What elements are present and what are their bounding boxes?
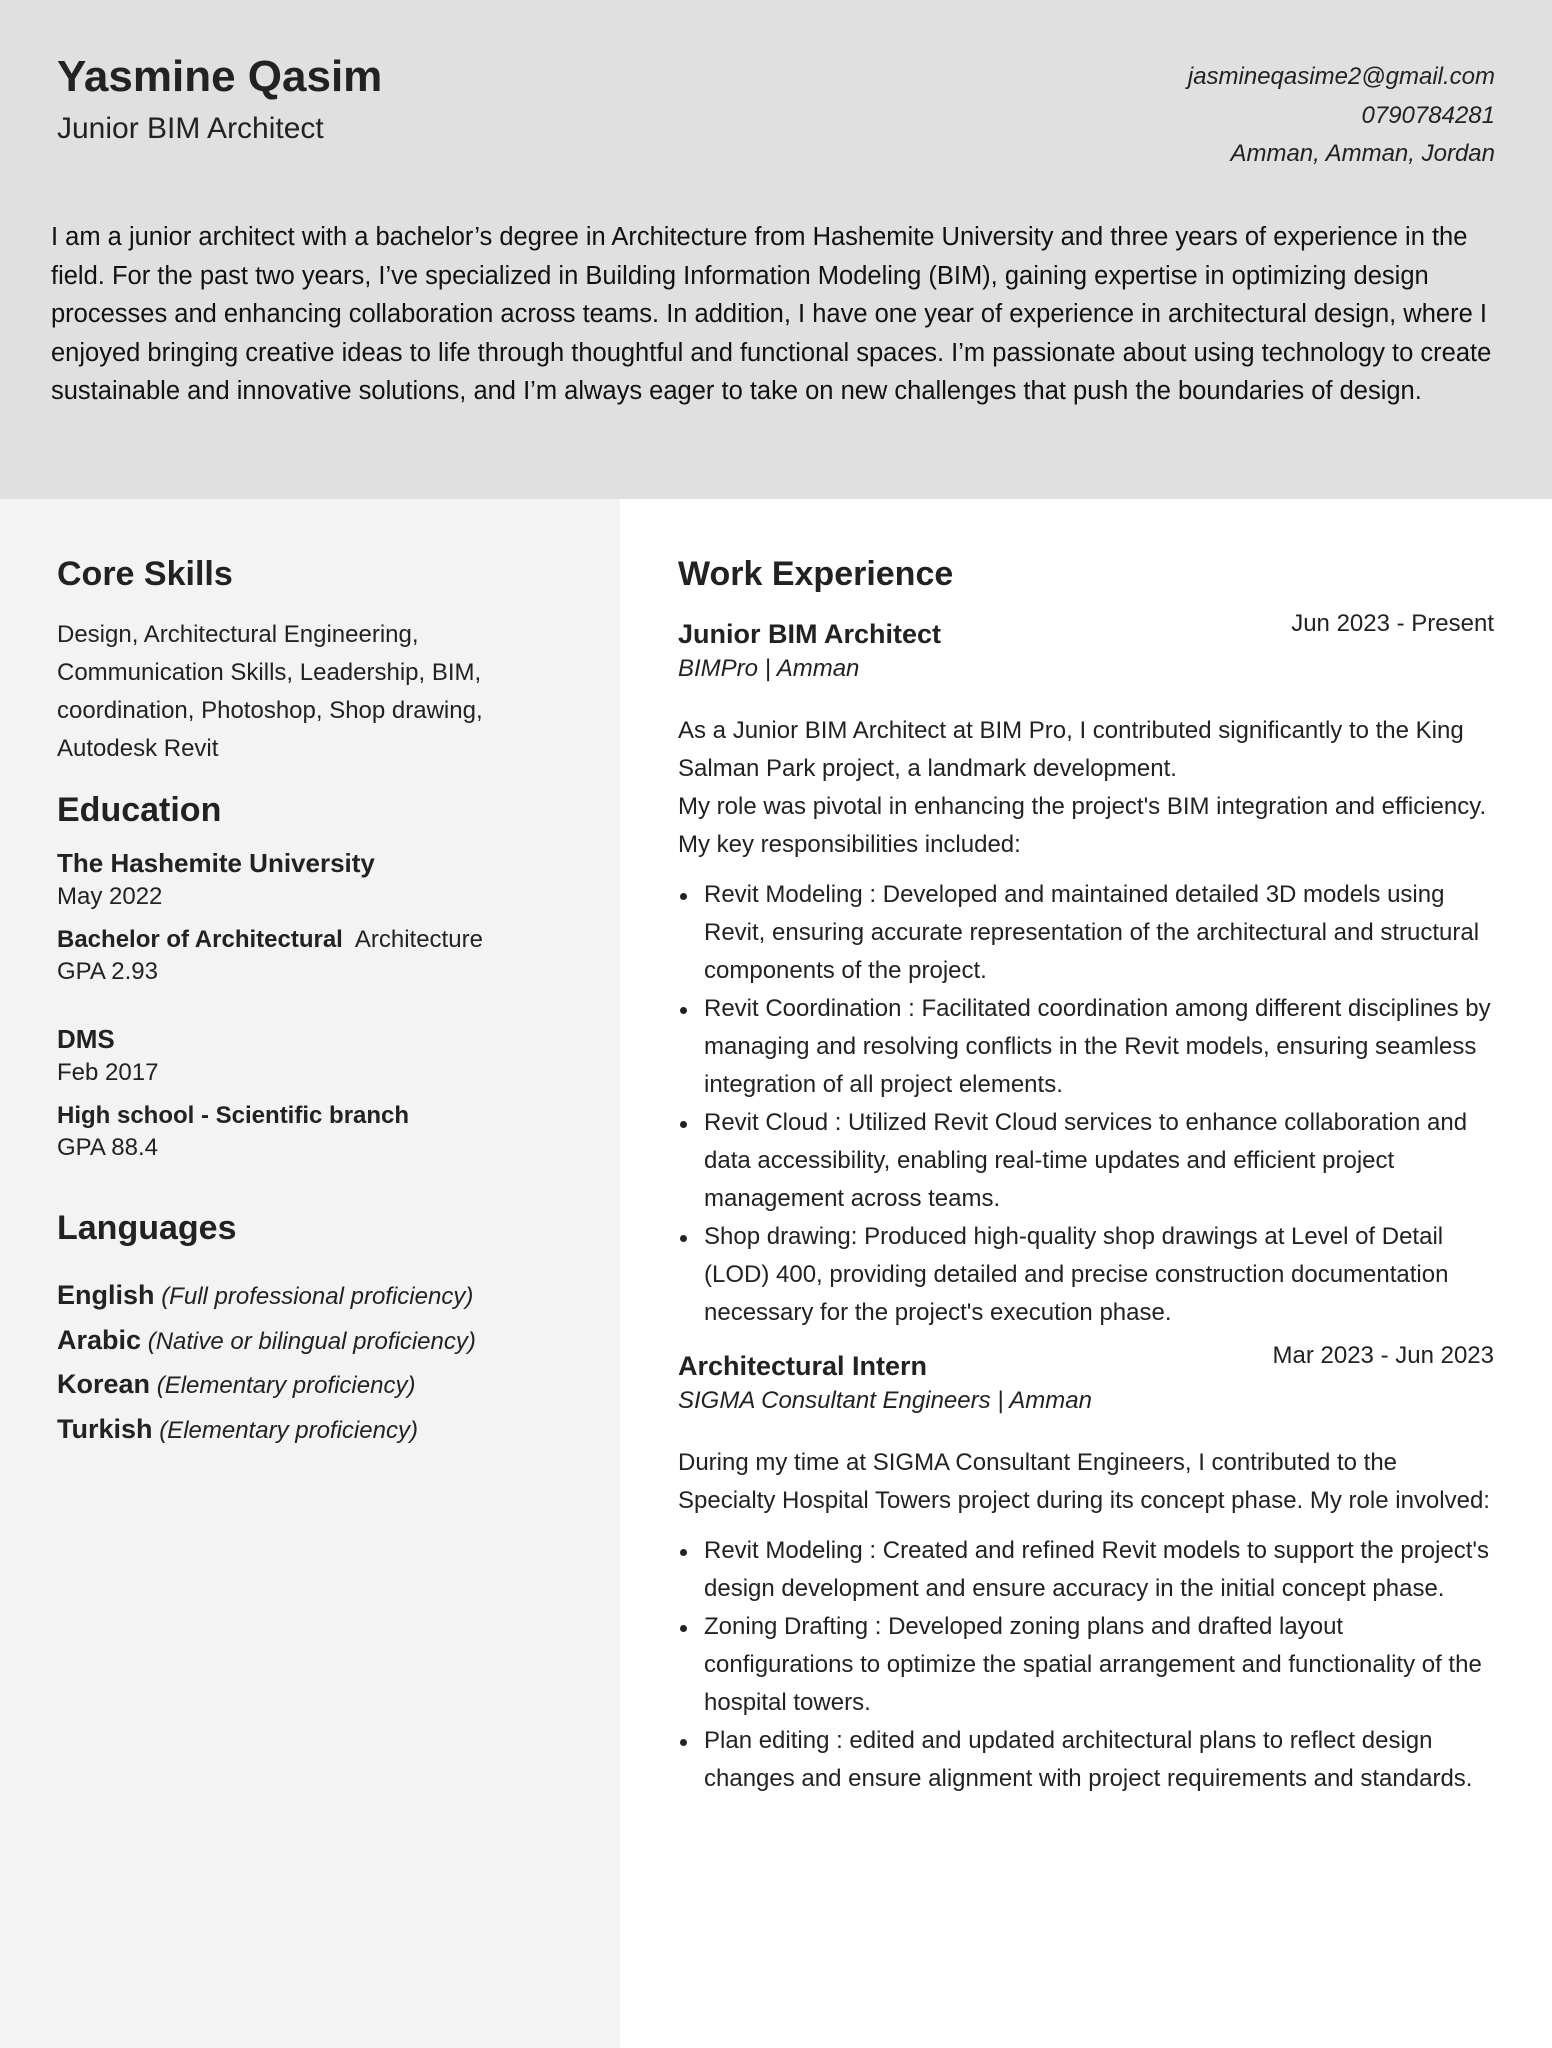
- language-item: [57, 1408, 587, 1453]
- job-entry: [678, 610, 1494, 1332]
- language-name: Korean: [57, 1369, 151, 1399]
- degree: High school - Scientific branch: [57, 1102, 410, 1129]
- language-level: (Elementary proficiency): [159, 1416, 418, 1444]
- job-description: As a Junior BIM Architect at BIM Pro, I contributed significantly to the King Salman Park project, a landmark development.: [678, 717, 1464, 782]
- skills-list: Design, Architectural Engineering, Communication Skills, Leadership, BIM, coordination, Photoshop, Shop drawing, Autodesk Revit: [57, 621, 483, 762]
- school-name: DMS: [57, 1024, 115, 1054]
- education-item: [57, 1022, 587, 1164]
- language-name: Turkish: [57, 1413, 153, 1444]
- language-name: Arabic: [57, 1324, 142, 1355]
- language-item: [57, 1274, 587, 1319]
- language-level: (Native or bilingual proficiency): [147, 1327, 476, 1355]
- education-item: [57, 846, 587, 988]
- candidate-name: Yasmine Qasim: [57, 52, 383, 101]
- job-description: My role was pivotal in enhancing the project's BIM integration and efficiency. My key responsibilities included:: [678, 793, 1487, 858]
- education-heading: Education: [57, 791, 222, 829]
- candidate-title: Junior BIM Architect: [57, 112, 324, 145]
- gpa: GPA 88.4: [57, 1134, 158, 1161]
- responsibility-item: Zoning Drafting : Developed zoning plans and drafted layout configurations to optimize the spatial arrangement and functionality of the hospital towers.: [678, 1608, 1494, 1722]
- job-company: SIGMA Consultant Engineers | Amman: [678, 1387, 1092, 1414]
- summary: I am a junior architect with a bachelor’s degree in Architecture from Hashemite University and three years of experience in the field. For the past two years, I’ve specialized in Building Information Modeling (BIM), gaining expertise in optimizing design processes and enhancing collaboration across teams. In addition, I have one year of experience in architectural design, where I enjoyed bringing creative ideas to life through thoughtful and functional spaces. I’m passionate about using technology to create sustainable and innovative solutions, and I’m always eager to take on new challenges that push the boundaries of design.: [51, 223, 1492, 405]
- skills-heading: Core Skills: [57, 555, 233, 593]
- gpa: GPA 2.93: [57, 958, 158, 985]
- job-description: During my time at SIGMA Consultant Engineers, I contributed to the Specialty Hospital Towers project during its concept phase. My role involved:: [678, 1449, 1490, 1514]
- job-date: Jun 2023 - Present: [1291, 610, 1494, 637]
- education-date: May 2022: [57, 883, 163, 910]
- phone: 0790784281: [1361, 101, 1495, 129]
- responsibility-item: Plan editing : edited and updated architectural plans to reflect design changes and ensure alignment with project requirements and standards.: [678, 1722, 1494, 1798]
- job-title: Architectural Intern: [678, 1351, 928, 1381]
- left-column: [0, 499, 620, 2048]
- language-name: English: [57, 1280, 155, 1310]
- responsibility-item: Revit Cloud : Utilized Revit Cloud services to enhance collaboration and data accessibility, enabling real-time updates and efficient project management across teams.: [678, 1104, 1494, 1218]
- job-entry: [678, 1342, 1494, 1798]
- language-level: (Full professional proficiency): [161, 1283, 474, 1310]
- job-company: BIMPro | Amman: [678, 655, 860, 682]
- job-title: Junior BIM Architect: [678, 619, 942, 649]
- resume-header: [0, 0, 1552, 499]
- contact-info: [1188, 58, 1495, 174]
- field: Architecture: [354, 926, 483, 953]
- work-heading: Work Experience: [678, 555, 954, 593]
- responsibility-item: Revit Modeling : Developed and maintained detailed 3D models using Revit, ensuring accurate representation of the architectural and structural components of the project.: [678, 876, 1494, 990]
- responsibility-item: Shop drawing: Produced high-quality shop drawings at Level of Detail (LOD) 400, providing detailed and precise construction documentation necessary for the project's execution phase.: [678, 1218, 1494, 1332]
- language-level: (Elementary proficiency): [156, 1372, 416, 1399]
- job-date: Mar 2023 - Jun 2023: [1272, 1342, 1494, 1369]
- responsibility-item: Revit Modeling : Created and refined Revit models to support the project's design development and ensure accuracy in the initial concept phase.: [678, 1532, 1494, 1608]
- responsibility-item: Revit Coordination : Facilitated coordination among different disciplines by managing and resolving conflicts in the Revit models, ensuring seamless integration of all project elements.: [678, 990, 1494, 1104]
- languages-heading: Languages: [57, 1209, 237, 1247]
- location: Amman, Amman, Jordan: [1230, 140, 1495, 167]
- responsibility-list: [678, 1532, 1494, 1798]
- education-date: Feb 2017: [57, 1059, 159, 1086]
- right-column: [620, 499, 1552, 2048]
- email[interactable]: jasmineqasime2@gmail.com: [1187, 63, 1495, 90]
- responsibility-list: [678, 876, 1494, 1332]
- school-name: The Hashemite University: [57, 848, 375, 878]
- language-item: [57, 1319, 587, 1364]
- degree: Bachelor of Architectural: [57, 926, 343, 953]
- language-item: [57, 1363, 587, 1408]
